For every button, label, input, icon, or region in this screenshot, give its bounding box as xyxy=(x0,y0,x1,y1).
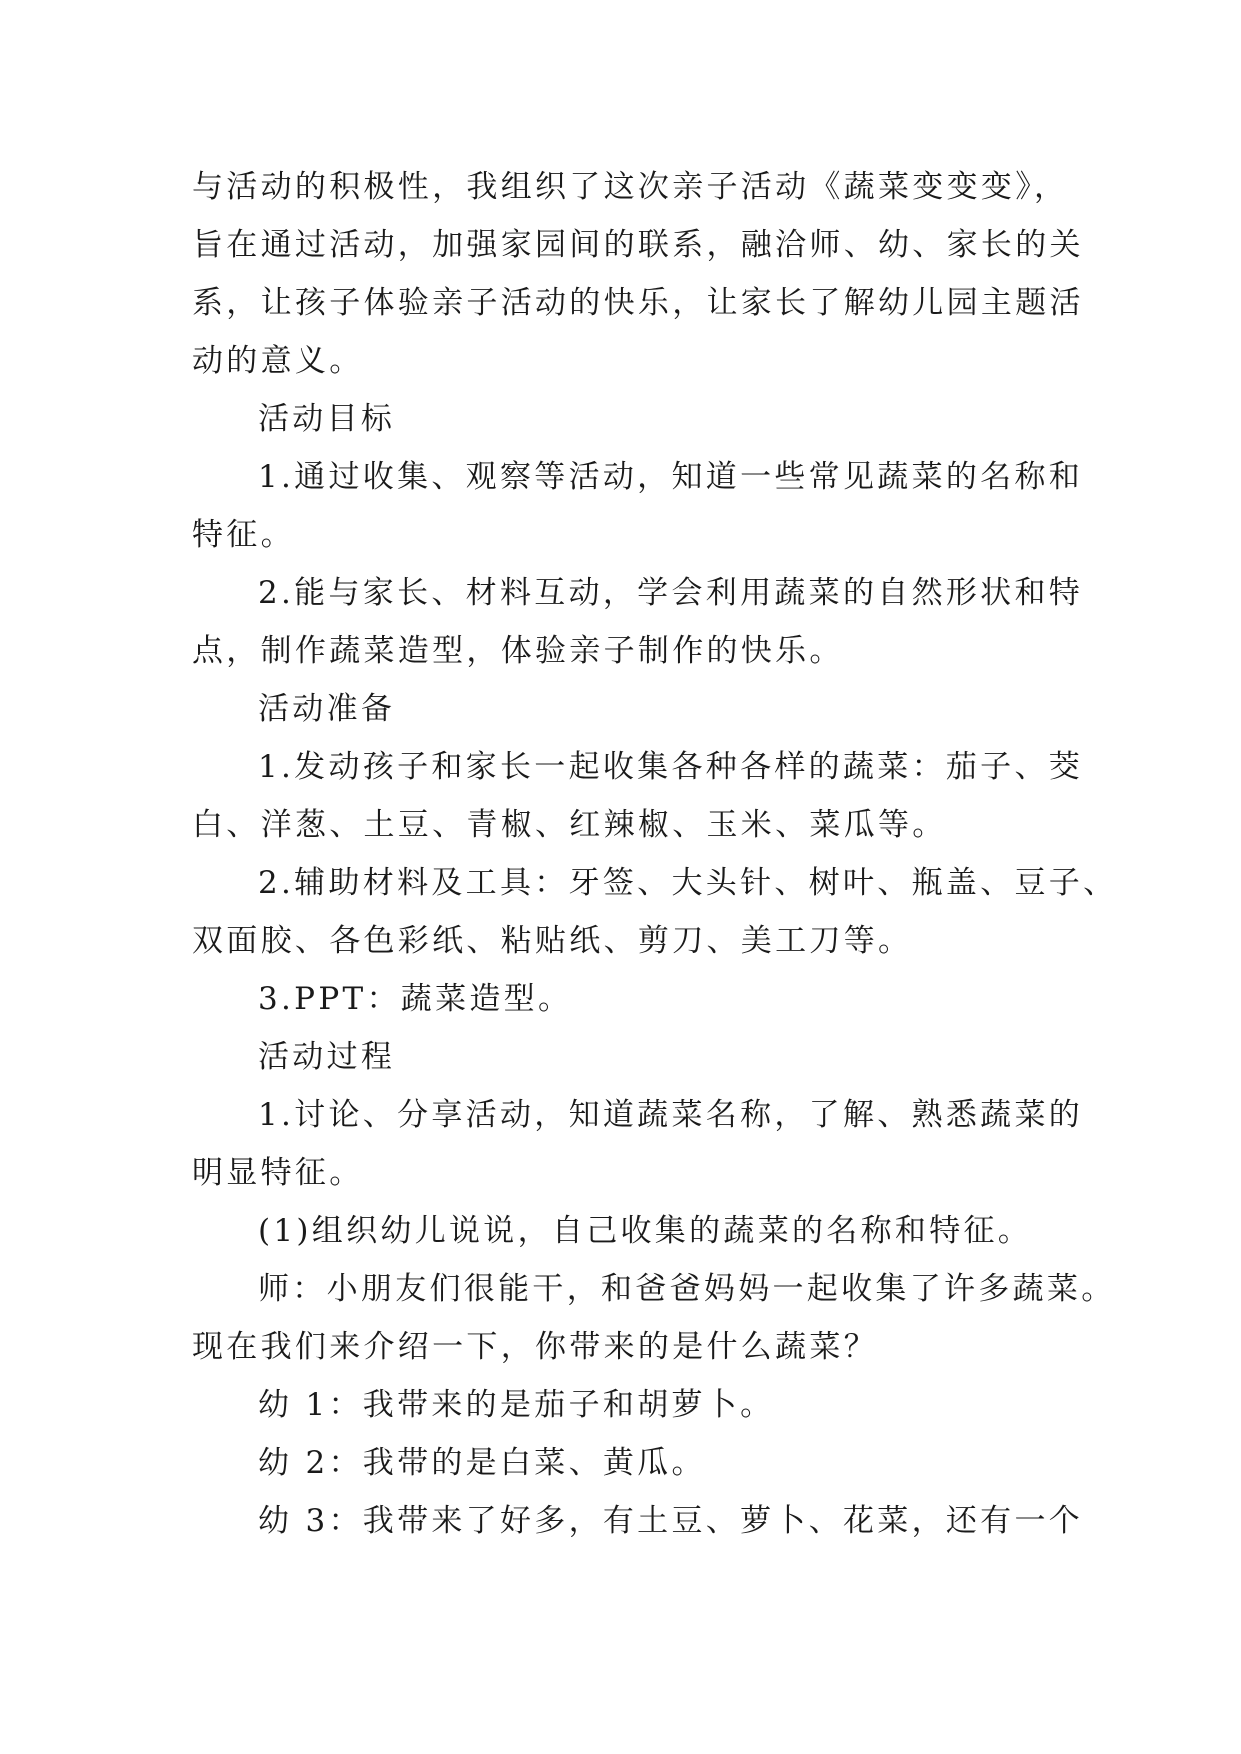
document-page xyxy=(192,158,1118,1550)
text-line: 明显特征。 xyxy=(192,1155,364,1191)
text-line: 双面胶、各色彩纸、粘贴纸、剪刀、美工刀等。 xyxy=(192,923,913,959)
text-line: 2.辅助材料及工具：牙签、大头针、树叶、瓶盖、豆子、 xyxy=(258,865,1118,901)
section-heading: 活动目标 xyxy=(258,401,396,437)
text-line: 1.发动孩子和家长一起收集各种各样的蔬菜：茄子、茭 xyxy=(258,749,1084,785)
text-line: 2.能与家长、材料互动，学会利用蔬菜的自然形状和特 xyxy=(258,575,1084,611)
text-line: 师：小朋友们很能干，和爸爸妈妈一起收集了许多蔬菜。 xyxy=(258,1271,1116,1307)
text-line: 与活动的积极性，我组织了这次亲子活动《蔬菜变变变》， xyxy=(192,169,1069,205)
dialogue-line: 幼 3：我带来了好多，有土豆、萝卜、花菜，还有一个 xyxy=(258,1503,1084,1539)
section-heading: 活动过程 xyxy=(258,1039,396,1075)
text-line: 动的意义。 xyxy=(192,343,364,379)
text-line: 系，让孩子体验亲子活动的快乐，让家长了解幼儿园主题活 xyxy=(192,285,1084,321)
text-line: 现在我们来介绍一下，你带来的是什么蔬菜？ xyxy=(192,1329,878,1365)
text-line: 3.PPT：蔬菜造型。 xyxy=(258,981,573,1017)
text-line: 1.通过收集、观察等活动，知道一些常见蔬菜的名称和 xyxy=(258,459,1084,495)
text-line: 白、洋葱、土豆、青椒、红辣椒、玉米、菜瓜等。 xyxy=(192,807,947,843)
text-line: 特征。 xyxy=(192,517,295,553)
text-line: 1.讨论、分享活动，知道蔬菜名称，了解、熟悉蔬菜的 xyxy=(258,1097,1084,1133)
text-line: 旨在通过活动，加强家园间的联系，融洽师、幼、家长的关 xyxy=(192,227,1084,263)
dialogue-line: 幼 1：我带来的是茄子和胡萝卜。 xyxy=(258,1387,775,1423)
dialogue-line: 幼 2：我带的是白菜、黄瓜。 xyxy=(258,1445,706,1481)
text-line: (1)组织幼儿说说，自己收集的蔬菜的名称和特征。 xyxy=(258,1213,1033,1249)
section-heading: 活动准备 xyxy=(258,691,396,727)
text-line: 点，制作蔬菜造型，体验亲子制作的快乐。 xyxy=(192,633,844,669)
